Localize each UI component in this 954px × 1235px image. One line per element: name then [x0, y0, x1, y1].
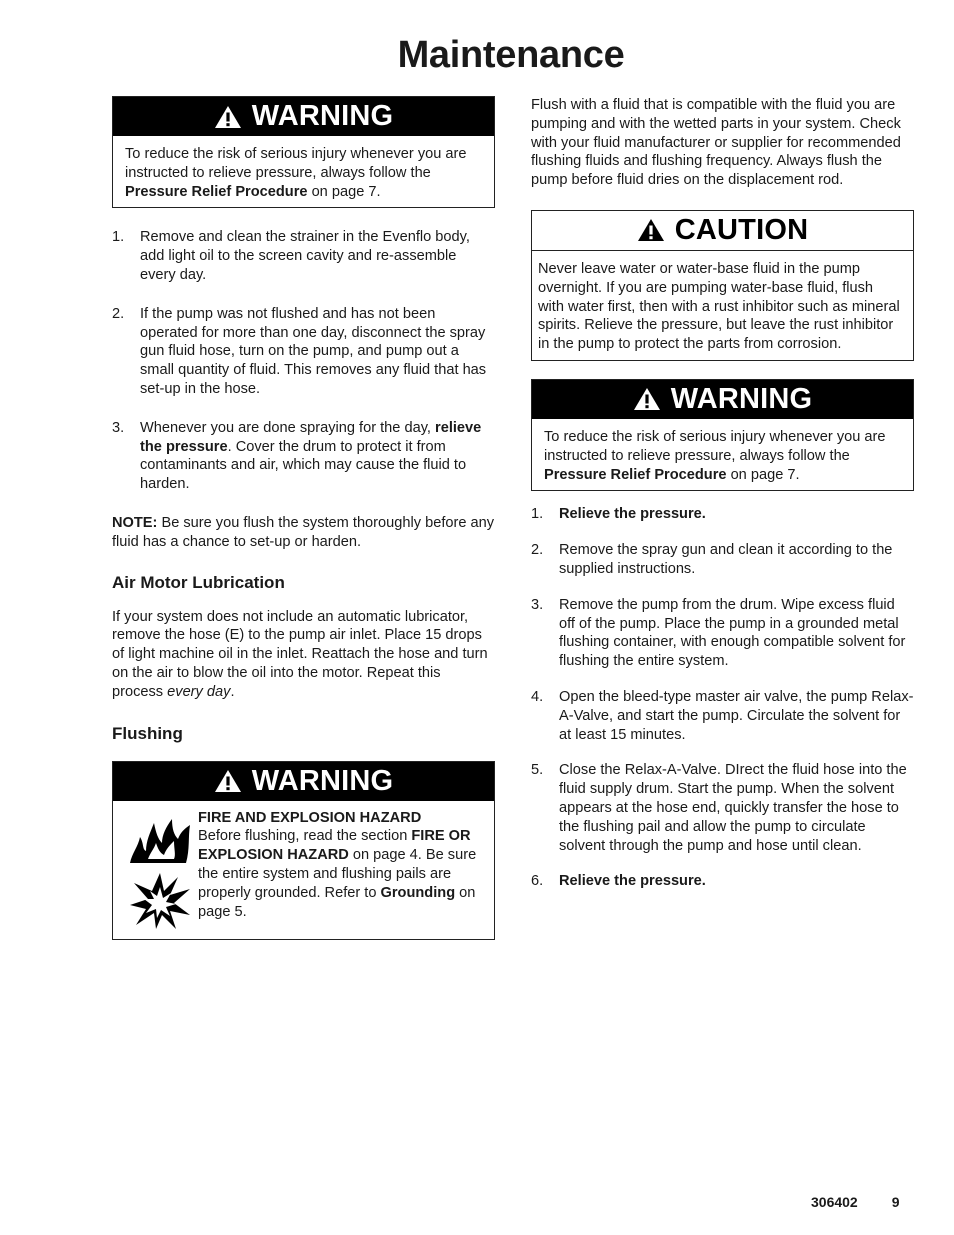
note-paragraph: [112, 514, 495, 552]
warning-header: [113, 97, 494, 136]
list-item: [531, 872, 914, 891]
lubrication-paragraph: [112, 608, 495, 702]
step-number: 1.: [531, 506, 544, 523]
warning-bold-text: Pressure Relief Procedure: [125, 183, 308, 200]
page-footer: [811, 1194, 900, 1210]
warning-box-fire-hazard: [112, 761, 495, 940]
step-bold-text: relieve the pressure: [140, 419, 482, 455]
document-number: 306402: [811, 1194, 858, 1210]
warning-text: To reduce the risk of serious injury whenever you are instructed to relieve pressure, always follow the: [125, 146, 467, 181]
warning-text: To reduce the risk of serious injury whenever you are instructed to relieve pressure, always follow the: [544, 428, 886, 464]
step-text-end: . Cover the drum to protect it from contaminants and air, which may cause the fluid to harden.: [140, 438, 467, 493]
step-number: 1.: [112, 229, 125, 246]
list-item: [112, 419, 495, 494]
list-item: [531, 541, 914, 579]
hazard-text-2: on page 4. Be sure the entire system and flushing pails are properly grounded. Refer to: [198, 847, 477, 901]
step-number: 6.: [531, 873, 544, 890]
step-text: Remove the spray gun and clean it according to the supplied instructions.: [559, 542, 893, 577]
step-text: Remove the pump from the drum. Wipe excess fluid off of the pump. Place the pump in a grounded metal flushing container, with enough compatible solvent for flushing the entire system.: [559, 596, 906, 670]
warning-body: [113, 136, 494, 207]
step-bold-text: Relieve the pressure.: [559, 873, 706, 890]
list-item: [531, 596, 914, 671]
hazard-title: FIRE AND EXPLOSION HAZARD: [198, 809, 422, 826]
step-text: Remove and clean the strainer in the Evenflo body, add light oil to the screen cavity and re-assemble every day.: [140, 229, 470, 283]
lubrication-heading: Air Motor Lubrication: [112, 572, 285, 592]
list-item: [531, 505, 914, 524]
caution-triangle-icon: [637, 218, 665, 242]
warning-heading: WARNING: [251, 100, 394, 133]
warning-bold-text: Pressure Relief Procedure: [544, 466, 727, 483]
warning-triangle-icon: [214, 769, 242, 793]
step-number: 4.: [531, 688, 544, 705]
lubrication-italic: every day: [167, 683, 231, 700]
step-number: 2.: [531, 542, 544, 559]
daily-steps-list: [112, 228, 495, 494]
right-column: [531, 96, 914, 891]
hazard-bold-2: Grounding: [380, 884, 456, 901]
step-text: Open the bleed-type master air valve, the pump Relax-A-Valve, and start the pump. Circulate the solvent for at least 15 minutes.: [559, 688, 914, 743]
list-item: [531, 761, 914, 855]
step-number: 2.: [112, 305, 125, 322]
caution-heading: CAUTION: [674, 214, 809, 247]
hazard-text-1: Before flushing, read the section: [198, 828, 412, 845]
step-text: Whenever you are done spraying for the day,: [140, 419, 436, 436]
hazard-text-3: on page 5.: [198, 884, 476, 920]
list-item: [112, 305, 495, 399]
fire-icon: [128, 813, 192, 865]
page-title: Maintenance: [397, 34, 625, 76]
warning-heading: WARNING: [251, 764, 394, 797]
list-item: [112, 228, 495, 284]
warning-triangle-icon: [633, 387, 661, 411]
warning-text-end: on page 7.: [307, 183, 381, 200]
hazard-bold-1: FIRE OR EXPLOSION HAZARD: [198, 828, 471, 864]
page-number: 9: [891, 1194, 900, 1210]
hazard-body: [113, 801, 494, 939]
note-label: NOTE:: [112, 514, 158, 531]
list-item: [531, 688, 914, 744]
step-bold-text: Relieve the pressure.: [559, 506, 706, 523]
warning-text-end: on page 7.: [726, 466, 800, 483]
warning-header: [532, 380, 913, 419]
note-text: Be sure you flush the system thoroughly before any fluid has a chance to set-up or harden.: [112, 514, 495, 550]
step-number: 3.: [112, 419, 125, 436]
warning-body: [532, 419, 913, 490]
warning-box-pressure-2: [531, 379, 914, 491]
flushing-steps-list: [531, 505, 914, 891]
warning-heading: WARNING: [670, 383, 813, 416]
caution-body: [532, 251, 913, 360]
lubrication-text: If your system does not include an automatic lubricator, remove the hose (E) to the pump air inlet. Place 15 drops of light machine oil in the inlet. Reattach the hose and turn on the air to blow the oil into the motor. Repeat this process: [112, 608, 488, 700]
caution-header: [532, 211, 913, 251]
step-number: 3.: [531, 596, 544, 613]
warning-box-pressure: [112, 96, 495, 208]
warning-triangle-icon: [214, 105, 242, 129]
step-number: 5.: [531, 762, 544, 779]
lubrication-end: .: [230, 683, 235, 700]
caution-text: Never leave water or water-base fluid in the pump overnight. If you are pumping water-base fluid, flush with water first, then with a rust inhibitor such as mineral spirits. Relieve the pressure, but leave the rust inhibitor in the pump to protect the parts from corrosion.: [538, 260, 900, 353]
explosion-icon: [128, 871, 192, 931]
step-text: If the pump was not flushed and has not been operated for more than one day, disconnect the spray gun fluid hose, turn on the pump, and pump out a small quantity of fluid. This removes any fluid that has set-up in the hose.: [140, 305, 487, 397]
flushing-heading: Flushing: [112, 723, 183, 743]
warning-header: [113, 762, 494, 801]
step-text: Close the Relax-A-Valve. DIrect the fluid hose into the fluid supply drum. Start the pump. When the solvent appears at the hose end, quickly transfer the hose to the flushing pail and allow the pump to circulate solvent through the pump and hose until clean.: [559, 762, 907, 854]
hazard-text: [198, 809, 484, 931]
caution-box: [531, 210, 914, 361]
hazard-icons: [121, 809, 198, 931]
flushing-intro: Flush with a fluid that is compatible with the fluid you are pumping and with the wetted parts in your system. Check with your fluid manufacturer or supplier for recommended flushing fluids and flushing frequency. Always flush the pump before fluid dries on the displacement rod.: [531, 97, 901, 189]
left-column: [112, 96, 495, 940]
